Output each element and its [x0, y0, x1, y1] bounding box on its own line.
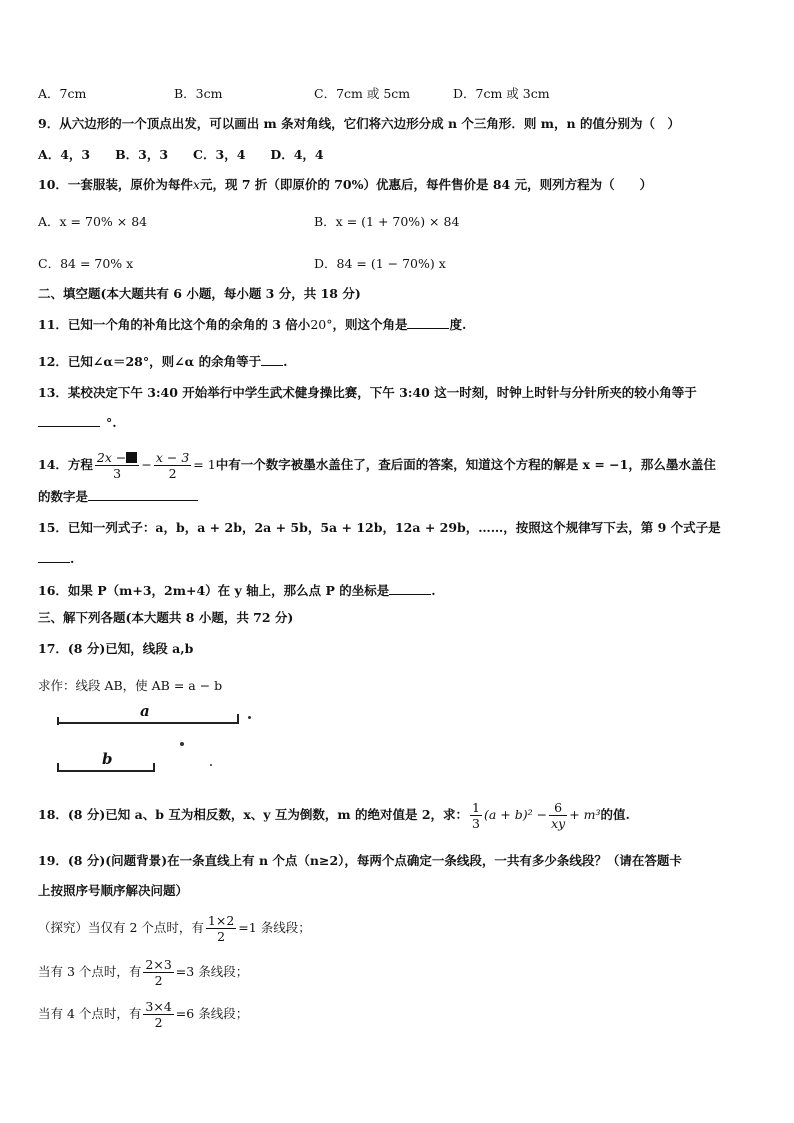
q19-case2-fraction — [143, 957, 173, 988]
q8-option-a: A．7cm — [38, 86, 87, 101]
q10-option-d: D．84 = (1 − 70%) x — [314, 256, 446, 271]
q14-frac2-num: x − 3 — [155, 450, 190, 465]
q12-end: . — [283, 354, 288, 369]
q18-fraction-2 — [549, 800, 567, 831]
q15-answer-blank — [38, 550, 70, 563]
segment-b-label: b — [102, 750, 113, 768]
q13-end: °. — [106, 415, 117, 430]
q19-case-4-points — [38, 996, 764, 1032]
q18-frac2-den: xy — [551, 816, 566, 831]
q11-end: 度. — [449, 317, 467, 332]
q15-end: . — [70, 551, 75, 566]
q19-case1-num: 1×2 — [207, 913, 235, 928]
q12 — [38, 353, 764, 371]
q18-pre: 18．(8 分)已知 a、b 互为相反数，x、y 互为倒数，m 的绝对值是 2，求： — [38, 807, 469, 822]
q19-case2-den: 2 — [154, 973, 163, 988]
segment-a — [57, 722, 239, 724]
q15-line1: 15．已知一列式子：a，b，a + 2b，2a + 5b，5a + 12b，12a + 29b，……，按照这个规律写下去，第 9 个式子是 — [38, 520, 721, 535]
speck — [180, 742, 184, 746]
q10-option-c: C．84 = 70% x — [38, 256, 134, 271]
ink-blot-icon — [126, 452, 137, 463]
q14-line2 — [38, 488, 764, 506]
q10-var: x — [192, 177, 200, 192]
segment-b-start-tick — [57, 763, 59, 772]
q14-frac1-den: 3 — [113, 466, 122, 481]
q11-answer-blank — [407, 316, 449, 329]
section-2-heading: 二、填空题(本大题共有 6 小题，每小题 3 分，共 18 分) — [38, 286, 361, 301]
q10-stem-pre: 10．一套服装，原价为每件 — [38, 177, 193, 192]
q14-post: 中有一个数字被墨水盖住了，查后面的答案，知道这个方程的解是 x = −1，那么墨水盖住 — [215, 457, 716, 472]
q17-segment-figure — [52, 700, 272, 780]
q19-case3-fraction — [143, 999, 173, 1030]
q14-eq: = 1 — [193, 457, 216, 472]
q11-pre: 11．已知一个角的补角比这个角的余角的 3 倍小 — [38, 317, 311, 332]
q10-stem — [38, 176, 764, 194]
segment-a-end-tick — [237, 714, 239, 724]
q11-post: ，则这个角是 — [332, 317, 408, 332]
q11 — [38, 316, 764, 334]
q14-line2-text: 的数字是 — [38, 489, 89, 504]
q19-case3-den: 2 — [154, 1015, 163, 1030]
q18-expr1: (a + b)² − — [483, 807, 548, 822]
q16-text: 16．如果 P（m+3，2m+4）在 y 轴上，那么点 P 的坐标是 — [38, 583, 390, 598]
segment-b-end-tick — [153, 763, 155, 772]
segment-b — [57, 770, 155, 772]
q19-case1-pre: （探究）当仅有 2 个点时，有 — [38, 920, 204, 935]
q16-end: . — [431, 583, 436, 598]
q18-fraction-1 — [470, 800, 482, 831]
q18-post: 的值. — [600, 807, 630, 822]
q14-frac1-num: 2x − — [96, 450, 127, 465]
speck — [248, 716, 251, 719]
q9-options: A．4，3 B．3，3 C．3，4 D．4，4 — [38, 147, 324, 162]
q10-stem-post: 元，现 7 折（即原价的 70%）优惠后，每件售价是 84 元，则列方程为（ ） — [199, 177, 653, 192]
q19-line1: 19．(8 分)(问题背景)在一条直线上有 n 个点（n≥2），每两个点确定一条线段，一共有多少条线段？（请在答题卡 — [38, 853, 682, 868]
q19-case1-fraction — [206, 913, 236, 944]
q17-line2: 求作：线段 AB，使 AB = a − b — [38, 678, 223, 693]
q19-case-3-points — [38, 954, 764, 990]
q13-line2 — [38, 414, 764, 432]
q19-case2-post: =3 条线段； — [175, 964, 249, 979]
q19-case2-num: 2×3 — [145, 957, 172, 972]
q18-expr2: + m³ — [569, 807, 601, 822]
q19-case-2-points — [38, 910, 764, 946]
q18-frac1-num: 1 — [472, 800, 480, 815]
q14-answer-blank — [88, 488, 198, 501]
q18 — [38, 798, 764, 832]
q10-option-b: B．x = (1 + 70%) × 84 — [314, 214, 460, 229]
q11-angle: 20° — [310, 317, 333, 332]
q8-option-c: C．7cm 或 5cm — [314, 86, 411, 101]
q19-case1-den: 2 — [217, 929, 226, 944]
q12-pre: 12．已知∠α＝28°，则∠α 的余角等于 — [38, 354, 262, 369]
q18-frac1-den: 3 — [472, 816, 480, 831]
q14-frac2-den: 2 — [168, 466, 177, 481]
q19-case3-pre: 当有 4 个点时，有 — [38, 1006, 142, 1021]
q14-pre: 14．方程 — [38, 457, 93, 472]
q10-option-a: A．x = 70% × 84 — [38, 214, 148, 229]
q9-stem: 9．从六边形的一个顶点出发，可以画出 m 条对角线，它们将六边形分成 n 个三角形．则 m，n 的值分别为（ ） — [38, 116, 680, 131]
segment-a-start-tick — [57, 717, 59, 725]
q16 — [38, 582, 764, 600]
speck — [210, 764, 212, 766]
q12-answer-blank — [261, 353, 283, 366]
q13-answer-blank — [38, 414, 100, 427]
segment-a-label: a — [140, 702, 150, 720]
q19-case3-num: 3×4 — [145, 999, 172, 1014]
q14-line1 — [38, 448, 764, 482]
q8-option-b: B．3cm — [174, 86, 223, 101]
q19-case3-post: =6 条线段； — [175, 1006, 249, 1021]
q14-fraction-2 — [154, 450, 191, 481]
q19-case2-pre: 当有 3 个点时，有 — [38, 964, 142, 979]
q15-line2 — [38, 550, 764, 568]
q13-line1: 13．某校决定下午 3:40 开始举行中学生武术健身操比赛，下午 3:40 这一时刻，时钟上时针与分针所夹的较小角等于 — [38, 385, 697, 400]
q19-line2: 上按照序号顺序解决问题） — [38, 883, 189, 898]
q16-answer-blank — [389, 582, 431, 595]
q8-option-d: D．7cm 或 3cm — [453, 86, 550, 101]
q14-minus: − — [141, 457, 152, 472]
q14-fraction-1 — [95, 450, 139, 481]
q19-case1-post: =1 条线段； — [238, 920, 311, 935]
q18-frac2-num: 6 — [549, 800, 567, 816]
section-3-heading: 三、解下列各题(本大题共 8 小题，共 72 分) — [38, 610, 294, 625]
q17-line1: 17．(8 分)已知，线段 a,b — [38, 641, 194, 656]
